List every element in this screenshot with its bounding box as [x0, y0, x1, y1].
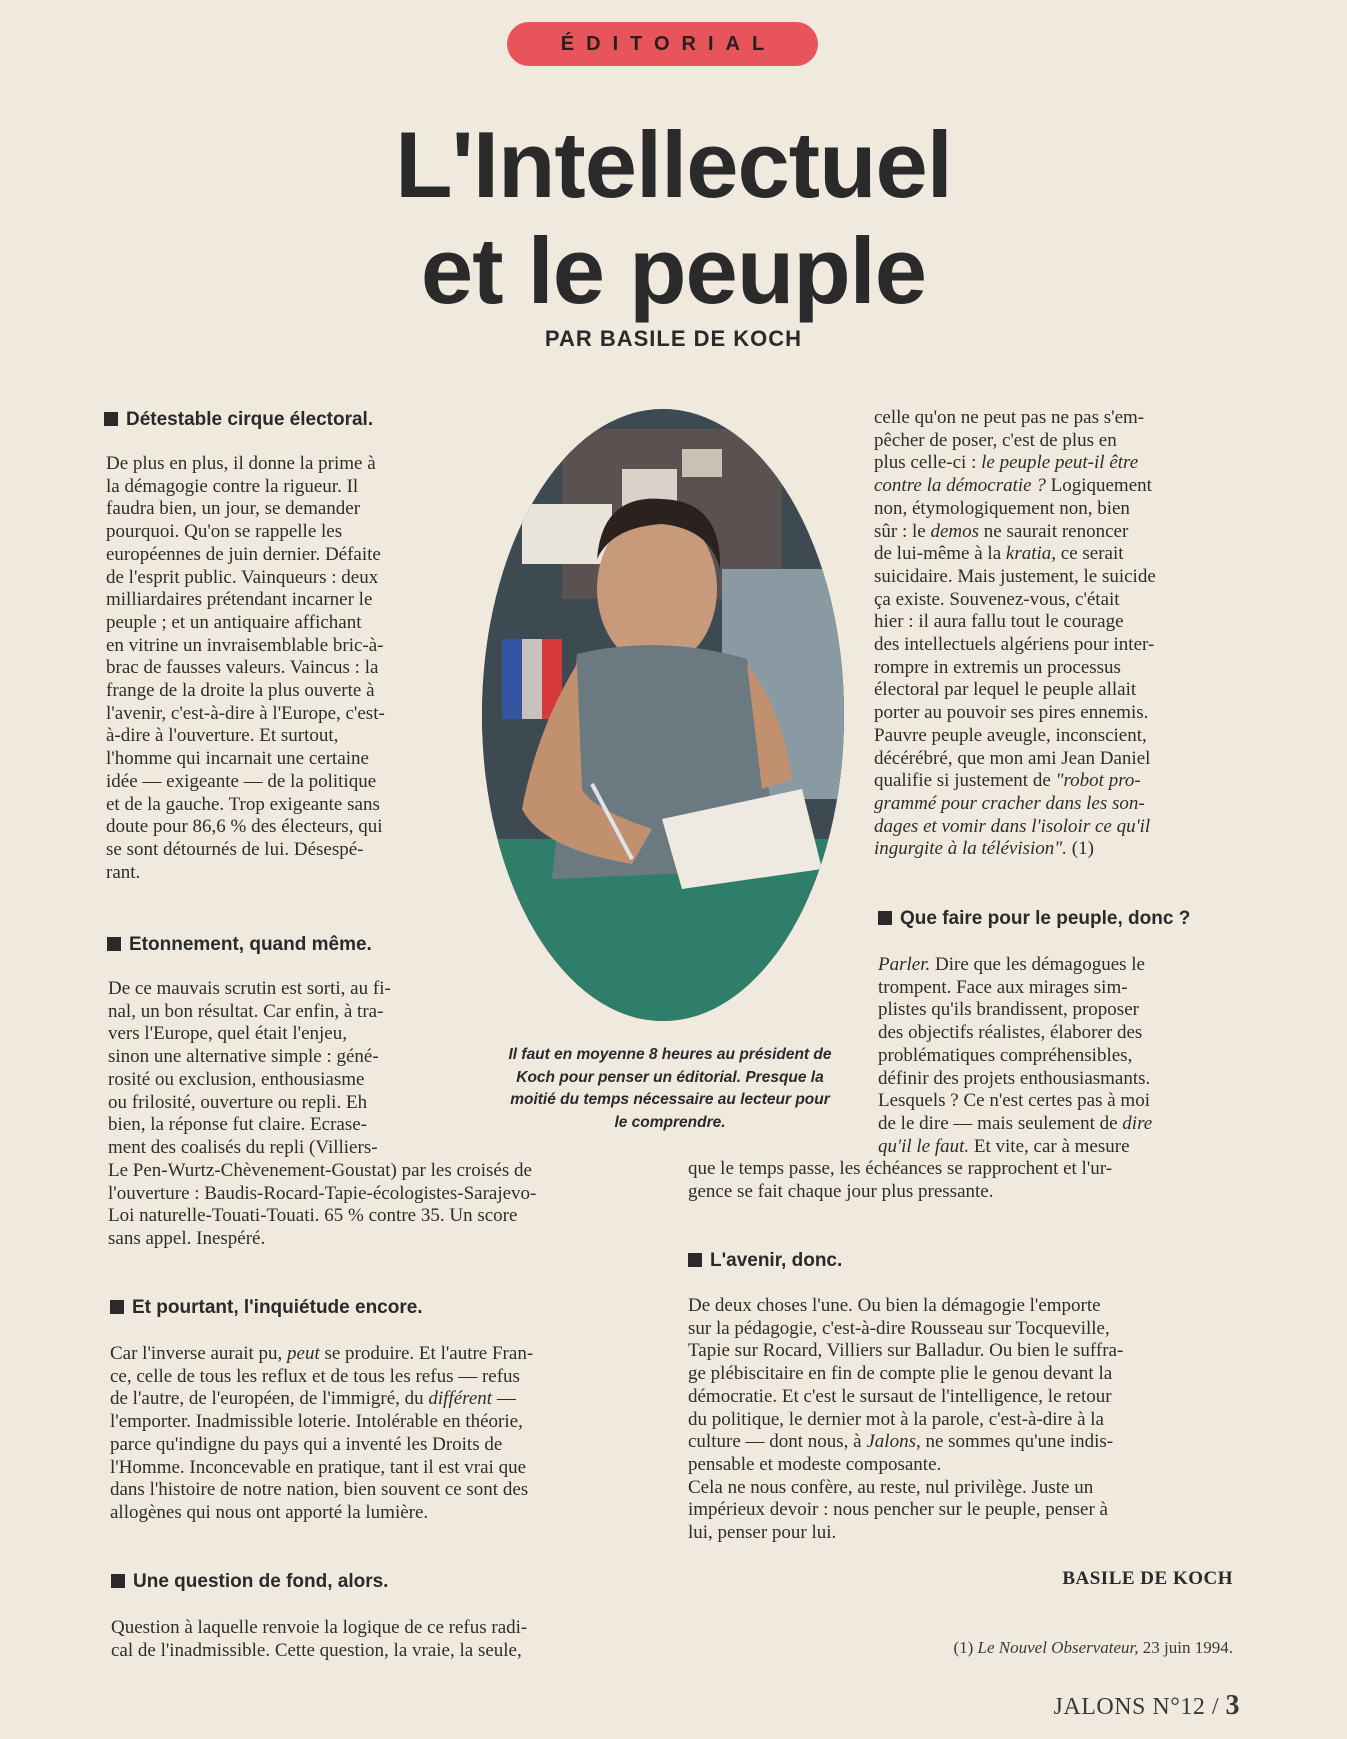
- photo-caption: Il faut en moyenne 8 heures au président de Koch pour penser un éditorial. Presque la moitié du temps nécessaire au lecteur pour le comprendre.: [508, 1046, 832, 1131]
- section-3-body: Car l'inverse aurait pu, peut se produire. Et l'autre Fran- ce, celle de tous les reflux et de tous les refus — refus de l'autre, de l'européen, de l'immigré, du différent — l'emporter. Inadmissible loterie. Intolérable en théorie, parce qu'indigne du pays qui a inventé les Droits de l'Homme. Inconcevable en pratique, tant il est vrai que dans l'histoire de notre nation, bien souvent ce sont des allogènes qui nous ont apporté la lumière.: [110, 1343, 534, 1523]
- square-bullet-icon: [688, 1253, 702, 1267]
- byline: PAR BASILE DE KOCH: [544, 326, 803, 351]
- square-bullet-icon: [107, 937, 121, 951]
- square-bullet-icon: [110, 1300, 124, 1314]
- magazine-issue: JALONS N°12 /: [1053, 1694, 1226, 1720]
- page-number: 3: [1225, 1690, 1240, 1721]
- section-heading-6: L'avenir, donc.: [688, 1250, 842, 1272]
- section-1-body: De plus en plus, il donne la prime à la démagogie contre la rigueur. Il faudra bien, un jour, se demander pourquoi. Qu'on se rappelle les européennes de juin dernier. Défaite de l'esprit public. Vainqueurs : deux milliardaires prétendant incarner le peuple ; et un antiquaire affichant en vitrine un invraisemblable bric-à- brac de fausses valeurs. Vaincus : la frange de la droite la plus ouverte à l'avenir, c'est-à-dire à l'Europe, c'est- à-dire à l'ouverture. Et surtout, l'homme qui incarnait une certaine idée — exigeante — de la politique et de la gauche. Trop exigeante sans doute pour 86,6 % des électeurs, qui se sont détournés de lui. Désespé- rant.: [106, 453, 385, 883]
- signature: BASILE DE KOCH: [1062, 1568, 1233, 1589]
- section-heading-4: Une question de fond, alors.: [111, 1571, 388, 1593]
- square-bullet-icon: [104, 412, 118, 426]
- author-photo: [482, 409, 844, 1021]
- square-bullet-icon: [111, 1574, 125, 1588]
- section-5-body: Parler. Dire que les démagogues le trompent. Face aux mirages sim- plistes qu'ils brandissent, proposer des objectifs réalistes, élaborer des problématiques compréhensibles, définir des projets enthousiasmants. Lesquels ? Ce n'est certes pas à moi de le dire — mais seulement de dire qu'il le faut. Et vite, car à mesure: [878, 954, 1153, 1157]
- section-4-body: Question à laquelle renvoie la logique de ce refus radi- cal de l'inadmissible. Cette question, la vraie, la seule,: [111, 1617, 528, 1661]
- section-6-body: De deux choses l'une. Ou bien la démagogie l'emporte sur la pédagogie, c'est-à-dire Rousseau sur Tocqueville, Tapie sur Rocard, Villiers sur Balladur. Ou bien le suffra- ge plébiscitaire en fin de compte plie le genou devant la démocratie. Et c'est le sursaut de l'intelligence, le retour du politique, le dernier mot à la parole, c'est-à-dire à la culture — dont nous, à Jalons, ne sommes qu'une indis- pensable et modeste composante. Cela ne nous confère, au reste, nul privilège. Juste un impérieux devoir : nous pencher sur le peuple, penser à lui, penser pour lui.: [688, 1295, 1124, 1544]
- square-bullet-icon: [878, 911, 892, 925]
- footnote: (1) Le Nouvel Observateur, 23 juin 1994.: [953, 1638, 1233, 1657]
- author-photo-illustration: [482, 409, 844, 1021]
- section-2-body-wide: Le Pen-Wurtz-Chèvenement-Goustat) par les croisés de l'ouverture : Baudis-Rocard-Tapie-écologistes-Sarajevo- Loi naturelle-Touati-Touati. 65 % contre 35. Un score sans appel. Inespéré.: [108, 1160, 537, 1250]
- article-title: [200, 112, 1147, 324]
- right-column-body: celle qu'on ne peut pas ne pas s'em- pêcher de poser, c'est de plus en plus celle-ci : le peuple peut-il être contre la démocratie ? Logiquement non, étymologiquement non, bien sûr : le demos ne saurait renoncer de lui-même à la kratia, ce serait suicidaire. Mais justement, le suicide ça existe. Souvenez-vous, c'était hier : il aura fallu tout le courage des intellectuels algériens pour inter- rompre in extremis un processus électoral par lequel le peuple allait porter au pouvoir ses pires ennemis. Pauvre peuple aveugle, inconscient, décérébré, que mon ami Jean Daniel qualifie si justement de "robot pro- grammé pour cracher dans les son- dages et vomir dans l'isoloir ce qu'il ingurgite à la télévision". (1): [874, 407, 1156, 860]
- section-heading-3: Et pourtant, l'inquiétude encore.: [110, 1297, 423, 1319]
- section-2-body: De ce mauvais scrutin est sorti, au fi- nal, un bon résultat. Car enfin, à tra- vers l'Europe, quel était l'enjeu, sinon une alternative simple : géné- rosité ou exclusion, enthousiasme ou frilosité, ouverture ou repli. Eh bien, la réponse fut claire. Ecrase- ment des coalisés du repli (Villiers-: [108, 978, 391, 1158]
- section-kicker-badge: [507, 22, 818, 66]
- section-heading-5: Que faire pour le peuple, donc ?: [878, 908, 1190, 930]
- title-line-2: et le peuple: [420, 218, 927, 323]
- title-line-1: L'Intellectuel: [395, 112, 952, 217]
- section-heading-1: Détestable cirque électoral.: [104, 409, 373, 431]
- page-footer: [900, 1690, 1240, 1722]
- kicker-label: ÉDITORIAL: [560, 32, 777, 55]
- section-heading-2: Etonnement, quand même.: [107, 934, 372, 956]
- section-5-body-wide: que le temps passe, les échéances se rapprochent et l'ur- gence se fait chaque jour plus pressante.: [688, 1158, 1113, 1202]
